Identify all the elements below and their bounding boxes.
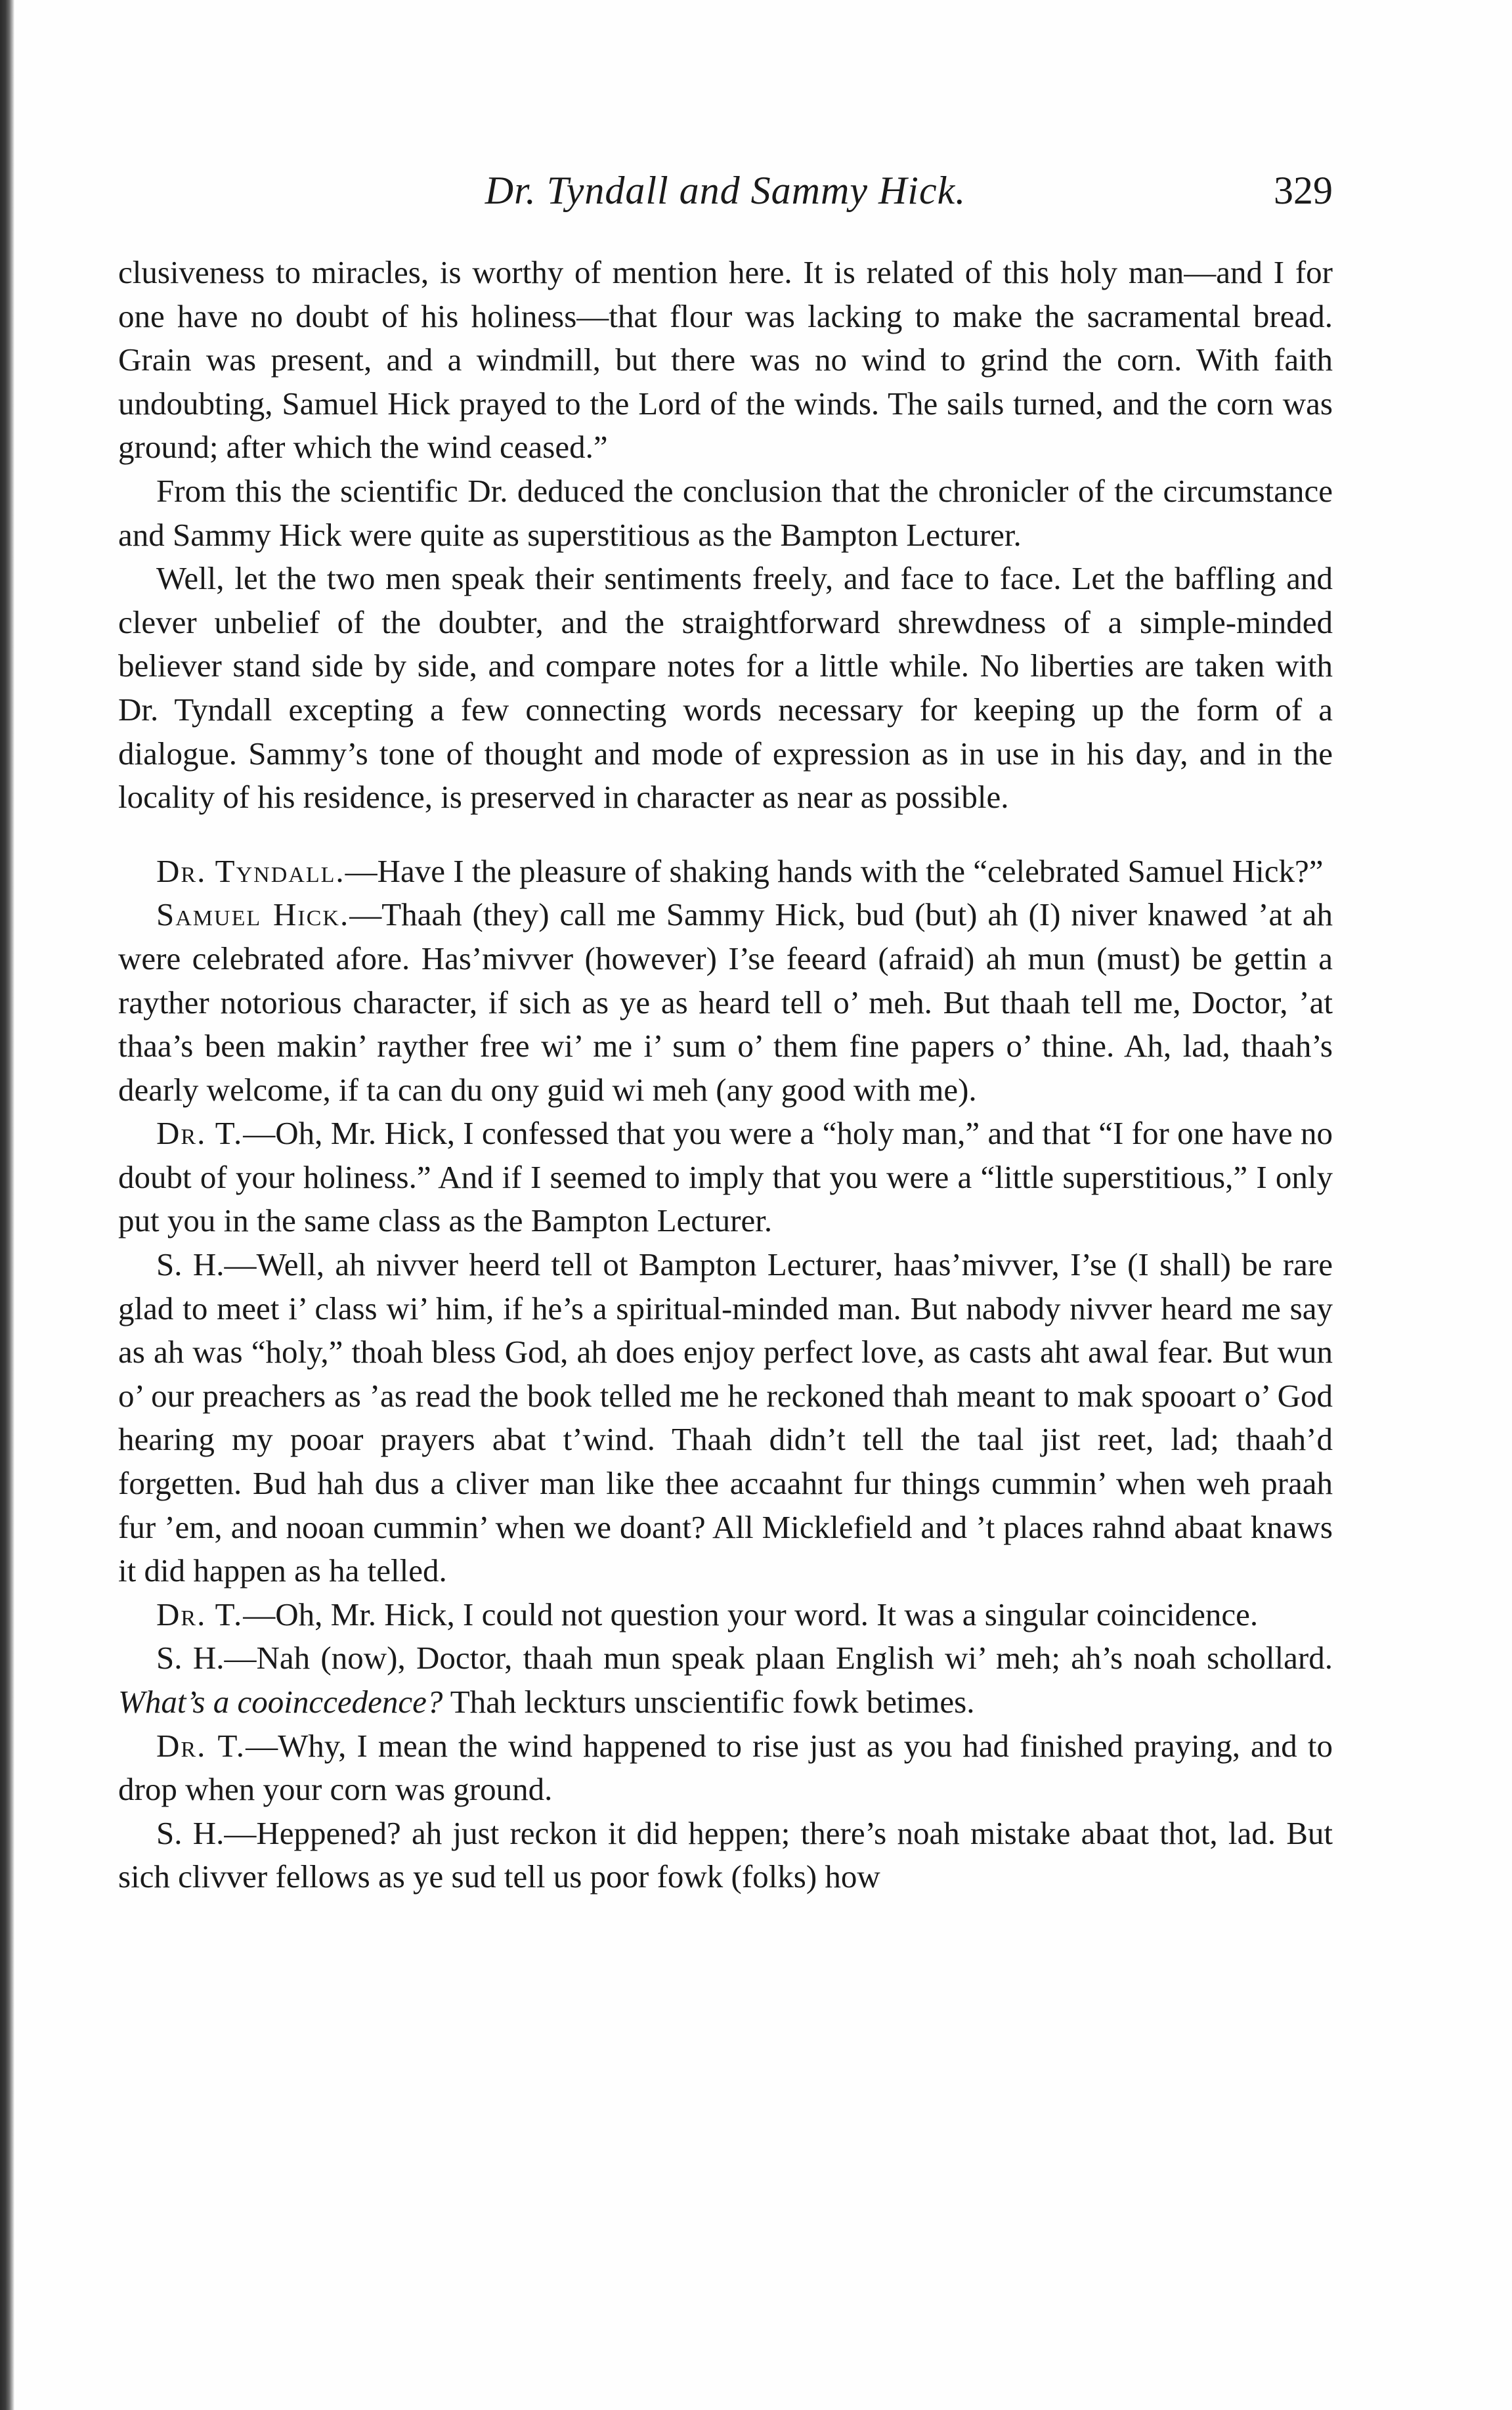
page-number: 329 — [1274, 169, 1333, 212]
speaker-name: Dr. T. — [156, 1115, 244, 1152]
paragraph-deduction — [118, 470, 1333, 557]
page-header — [118, 161, 1333, 220]
dialogue-hick-2 — [118, 1243, 1333, 1593]
running-head: Dr. Tyndall and Sammy Hick. — [485, 169, 966, 212]
speaker-name: Dr. T. — [156, 1596, 244, 1632]
speaker-name: Dr. T. — [156, 1727, 246, 1764]
speaker-name: Dr. Tyndall. — [156, 852, 345, 889]
dialogue-text: S. H.—Nah (now), Doctor, thaah mun speak plaan English wi’ meh; ah’s noah schollard. — [156, 1640, 1333, 1676]
section-gap — [118, 820, 1333, 850]
dialogue-text: S. H.—Well, ah nivver heerd tell ot Bampton Lecturer, haas’mivver, I’se (I shall) be rare glad to meet i’ class wi’ him, if he’s a spiritual-minded man. But nabody nivver heard me say as ah was “holy,” thoah bless God, ah does enjoy perfect love, as casts aht awal fear. But wun o’ our preachers as ’as read the book telled me he reckoned thah meant to mak spooart o’ God hearing my pooar prayers abat t’wind. Thaah didn’t tell the taal jist reet, lad; thaah’d forgetten. Bud hah dus a cliver man like thee accaahnt fur things cummin’ when weh praah fur ’em, and nooan cummin’ when we doant? All Micklefield and ’t places rahnd abaat knaws it did happen as ha telled. — [118, 1246, 1333, 1589]
dialogue-hick-3 — [118, 1636, 1333, 1724]
dialogue-text: —Oh, Mr. Hick, I could not question your word. It was a singular coincidence. — [243, 1596, 1259, 1632]
dialogue-text: S. H.—Heppened? ah just reckon it did heppen; there’s noah mistake abaat thot, lad. But sich clivver fellows as ye sud tell us poor fowk (folks) how — [118, 1814, 1333, 1895]
paragraph-text: Well, let the two men speak their sentiments freely, and face to face. Let the baffling and clever unbelief of the doubter, and the straightforward shrewdness of a simple-minded believer stand side by side, and compare notes for a little while. No liberties are taken with Dr. Tyndall excepting a few connecting words necessary for keeping up the form of a dialogue. Sammy’s tone of thought and mode of expression as in use in his day, and in the locality of his residence, is preserved in character as near as possible. — [118, 560, 1333, 816]
dialogue-text: —Oh, Mr. Hick, I confessed that you were a “holy man,” and that “I for one have no doubt of your holiness.” And if I seemed to imply that you were a “little superstitious,” I only put you in the same class as the Bampton Lecturer. — [118, 1115, 1333, 1239]
paragraph-text: From this the scientific Dr. deduced the conclusion that the chronicler of the circumstance and Sammy Hick were quite as superstitious as the Bampton Lecturer. — [118, 472, 1333, 553]
dialogue-text: —Thaah (they) call me Sammy Hick, bud (but) ah (I) niver knawed ’at ah were celebrated afore. Has’mivver (however) I’se feeard (afraid) ah mun (must) be gettin a rayther notorious character, if sich as ye as heard tell o’ meh. But thaah tell me, Doctor, ’at thaa’s been makin’ rayther free wi’ me i’ sum o’ them fine papers o’ thine. Ah, lad, thaah’s dearly welcome, if ta can du ony guid wi meh (any good with me). — [118, 896, 1333, 1108]
dialogue-tyndall-3 — [118, 1593, 1333, 1637]
paragraph-text: clusiveness to miracles, is worthy of mention here. It is related of this holy man—and I for one have no doubt of his holiness—that flour was lacking to make the sacramental bread. Grain was present, and a windmill, but there was no wind to grind the corn. With faith undoubting, Samuel Hick prayed to the Lord of the winds. The sails turned, and the corn was ground; after which the wind ceased.” — [118, 254, 1333, 466]
dialogue-hick-1 — [118, 893, 1333, 1112]
dialogue-tyndall-1 — [118, 850, 1333, 894]
page-body — [118, 251, 1333, 1899]
dialogue-tyndall-2 — [118, 1112, 1333, 1243]
dialogue-hick-4 — [118, 1812, 1333, 1899]
dialogue-text: Thah leckturs unscientific fowk betimes. — [443, 1684, 975, 1720]
binding-shadow — [0, 0, 14, 2410]
paragraph-introduction — [118, 557, 1333, 820]
dialogue-text: —Have I the pleasure of shaking hands with the “celebrated Samuel Hick?” — [345, 852, 1324, 889]
dialogue-italic-question: What’s a cooinccedence? — [118, 1684, 443, 1720]
dialogue-text: —Why, I mean the wind happened to rise just as you had finished praying, and to drop when your corn was ground. — [118, 1727, 1333, 1808]
speaker-name: Samuel Hick. — [156, 896, 350, 933]
dialogue-tyndall-4 — [118, 1724, 1333, 1812]
paragraph-continuation — [118, 251, 1333, 470]
